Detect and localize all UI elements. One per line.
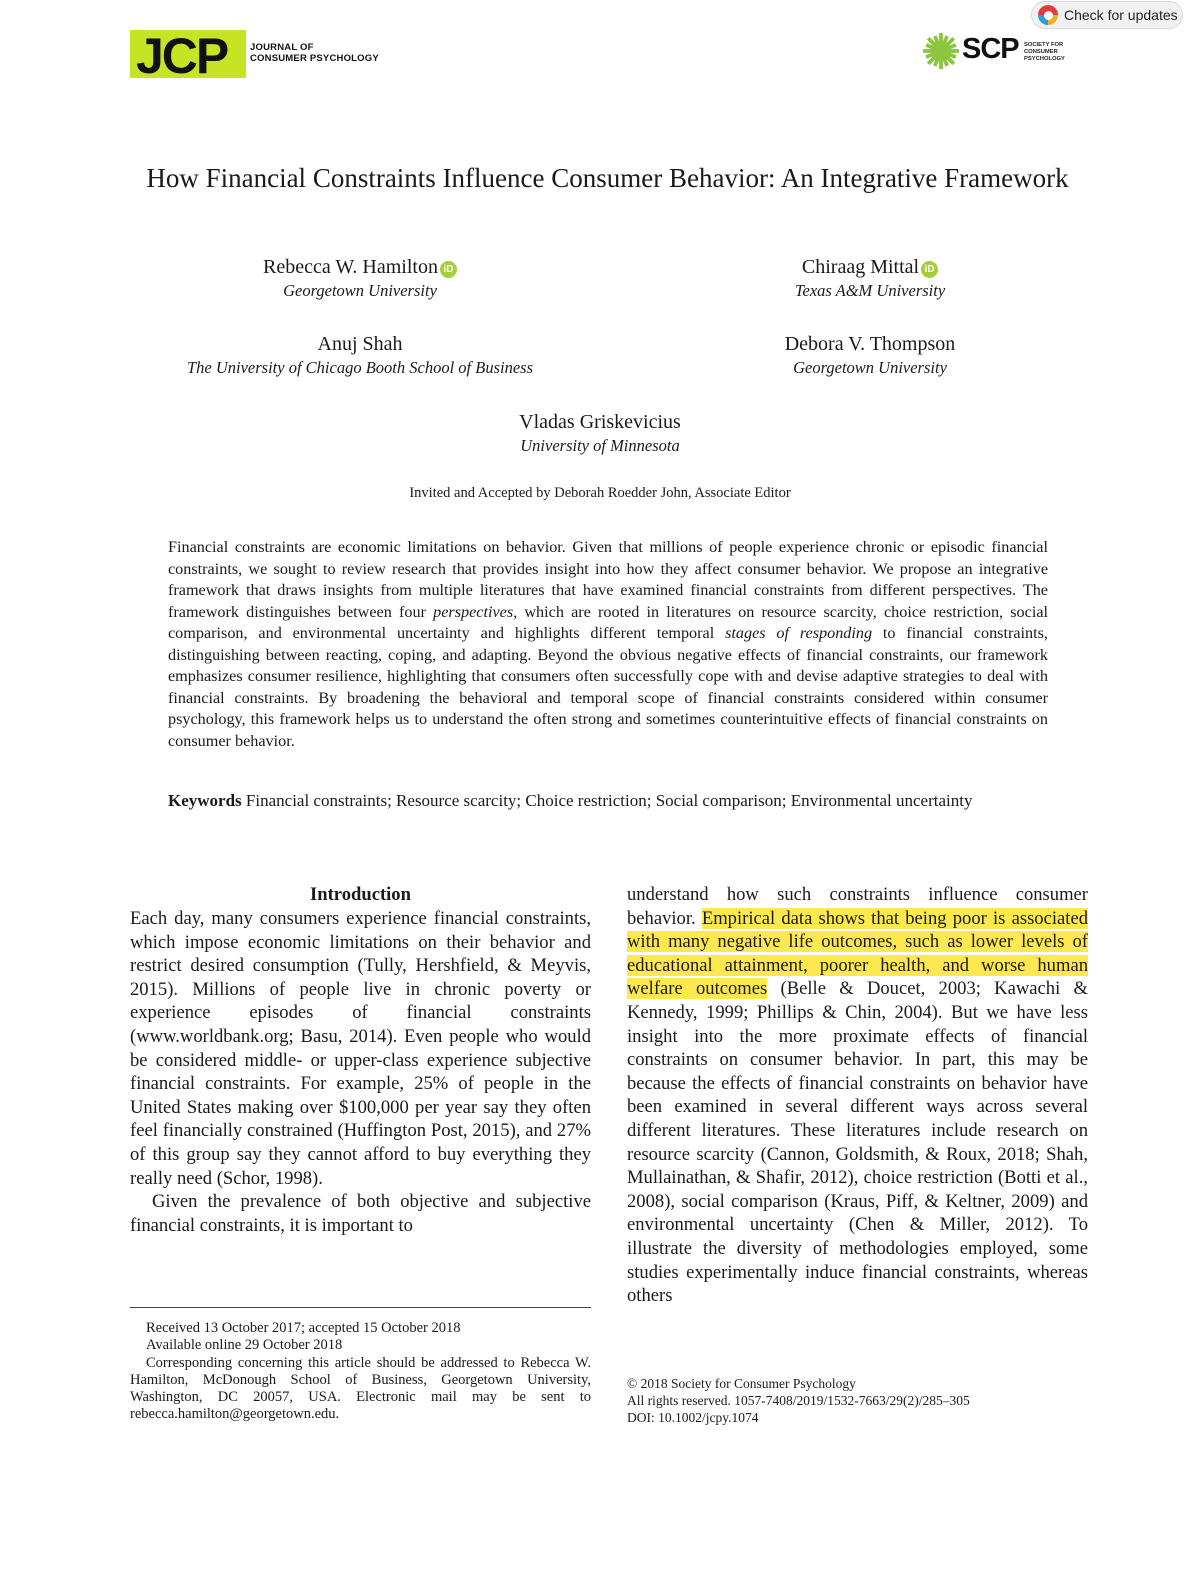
- body-paragraph: Each day, many consumers experience financial constraints, which impose economic limitations on their behavior and restrict desired consumption (Tully, Hershfield, & Meyvis, 2015). Millions of people live in chronic poverty or experience episodes of financial constraints (www.worldbank.org; Basu, 2014). Even people who would be considered middle- or upper-class experience subjective financial constraints. For example, 25% of people in the United States making over $100,000 per year say they often feel financially constrained (Huffington Post, 2015), and 27% of this group say they cannot afford to buy everything they really need (Schor, 1998).: [130, 908, 591, 1189]
- author-block-5: [430, 411, 770, 456]
- footnote-divider: [130, 1307, 591, 1308]
- footnotes: [130, 1320, 591, 1424]
- available-date: Available online 29 October 2018: [146, 1337, 343, 1354]
- author-name: Rebecca W. Hamilton: [263, 256, 438, 278]
- abstract-emphasis: stages of responding: [725, 624, 873, 642]
- abstract-text: Financial constraints are economic limitations on behavior. Given that millions of people experience chronic or episodic financial constraints, we sought to review research that provides insight into how they affect consumer behavior. We propose an integrative framework that draws insights from multiple literatures that have examined financial constraints from different perspectives. The framework distinguishes between four: [168, 538, 1048, 621]
- society-name: [1024, 42, 1065, 63]
- keywords: [168, 789, 1048, 812]
- orcid-icon[interactable]: iD: [440, 261, 457, 278]
- author-name: Vladas Griskevicius: [519, 411, 681, 433]
- keywords-label: Keywords: [168, 791, 242, 810]
- author-affiliation: University of Minnesota: [520, 436, 680, 455]
- highlighted-text[interactable]: Empirical data shows that being poor is associated with many negative life outcomes, such as lower levels of educational attainment, poorer health, and worse human welfare outcomes: [627, 907, 1088, 1000]
- society-name-line2: CONSUMER: [1024, 49, 1058, 55]
- author-block-3: [150, 333, 570, 378]
- body-left-column: [130, 883, 591, 1237]
- author-name: Anuj Shah: [317, 333, 403, 355]
- society-logo: [922, 32, 1082, 72]
- society-abbrev: SCP: [962, 33, 1019, 65]
- author-name: Debora V. Thompson: [784, 333, 956, 355]
- keywords-text: Financial constraints; Resource scarcity; Choice restriction; Social comparison; Environmental uncertainty: [241, 791, 973, 810]
- author-name: Chiraag Mittal: [801, 256, 920, 278]
- doi-line: DOI: 10.1002/jcpy.1074: [627, 1410, 759, 1425]
- journal-abbrev: JCP: [136, 28, 228, 84]
- body-text: understand how such constraints influence consumer behavior.: [627, 884, 1088, 929]
- body-paragraph: Given the prevalence of both objective and subjective financial constraints, it is important to: [130, 1191, 591, 1236]
- author-block-1: [190, 256, 530, 301]
- society-burst-icon: [922, 32, 960, 70]
- body-text: (Belle & Doucet, 2003; Kawachi & Kennedy, 1999; Phillips & Chin, 2004). But we have less insight into the more proximate effects of financial constraints on consumer behavior. In part, this may be because the effects of financial constraints on behavior have been examined in several different ways across several different literatures. These literatures include research on resource scarcity (Cannon, Goldsmith, & Roux, 2018; Shah, Mullainathan, & Shafir, 2012), choice restriction (Botti et al., 2008), social comparison (Kraus, Piff, & Keltner, 2009) and environmental uncertainty (Chen & Miller, 2012). To illustrate the diversity of methodologies employed, some studies experimentally induce financial constraints, whereas others: [627, 978, 1088, 1307]
- society-name-line1: SOCIETY FOR: [1024, 42, 1064, 48]
- body-right-column: [627, 883, 1088, 1308]
- correspondence-note: Corresponding concerning this article should be addressed to Rebecca W. Hamilton, McDonough School of Business, Georgetown University, Washington, DC 20057, USA. Electronic mail may be sent to rebecca.hamilton@georgetown.edu.: [130, 1354, 591, 1423]
- body-paragraph: [627, 883, 1088, 1308]
- author-affiliation: Texas A&M University: [794, 281, 946, 300]
- crossmark-icon: [1038, 5, 1058, 25]
- abstract: [168, 537, 1048, 752]
- abstract-emphasis: perspectives,: [433, 602, 518, 621]
- author-affiliation: Georgetown University: [793, 358, 947, 377]
- check-for-updates-label: Check for updates: [1064, 7, 1178, 23]
- journal-name: [250, 42, 379, 64]
- author-affiliation: Georgetown University: [283, 281, 437, 300]
- journal-name-line1: JOURNAL OF: [250, 42, 314, 53]
- copyright-block: [627, 1375, 1088, 1426]
- article-title: How Financial Constraints Influence Consumer Behavior: An Integrative Framework: [146, 163, 1069, 193]
- abstract-text: to financial constraints, distinguishing between reacting, coping, and adapting. Beyond the obvious negative effects of financial constraints, our framework emphasizes consumer resilience, highlighting that consumers often successfully cope with and devise adaptive strategies to deal with financial constraints. By broadening the behavioral and temporal scope of financial constraints considered within consumer psychology, this framework helps us to understand the often strong and sometimes counterintuitive effects of financial constraints on consumer behavior.: [168, 624, 1048, 750]
- editor-note: Invited and Accepted by Deborah Roedder John, Associate Editor: [409, 485, 791, 501]
- author-block-4: [700, 333, 1040, 378]
- received-date: Received 13 October 2017; accepted 15 October 2018: [146, 1320, 461, 1336]
- rights-line: All rights reserved. 1057-7408/2019/1532-7663/29(2)/285–305: [627, 1393, 970, 1408]
- journal-logo: [130, 28, 246, 84]
- author-block-2: [700, 256, 1040, 301]
- check-for-updates-button[interactable]: [1031, 1, 1183, 29]
- journal-name-line2: CONSUMER PSYCHOLOGY: [250, 53, 379, 64]
- orcid-icon[interactable]: iD: [921, 261, 938, 278]
- author-affiliation: The University of Chicago Booth School of Business: [186, 358, 533, 377]
- copyright-line: © 2018 Society for Consumer Psychology: [627, 1376, 856, 1391]
- abstract-text: which are rooted in literatures on resource scarcity, choice restriction, social comparison, and environmental uncertainty and highlights different temporal: [168, 602, 1049, 642]
- society-name-line3: PSYCHOLOGY: [1024, 56, 1065, 62]
- section-title: Introduction: [310, 884, 411, 905]
